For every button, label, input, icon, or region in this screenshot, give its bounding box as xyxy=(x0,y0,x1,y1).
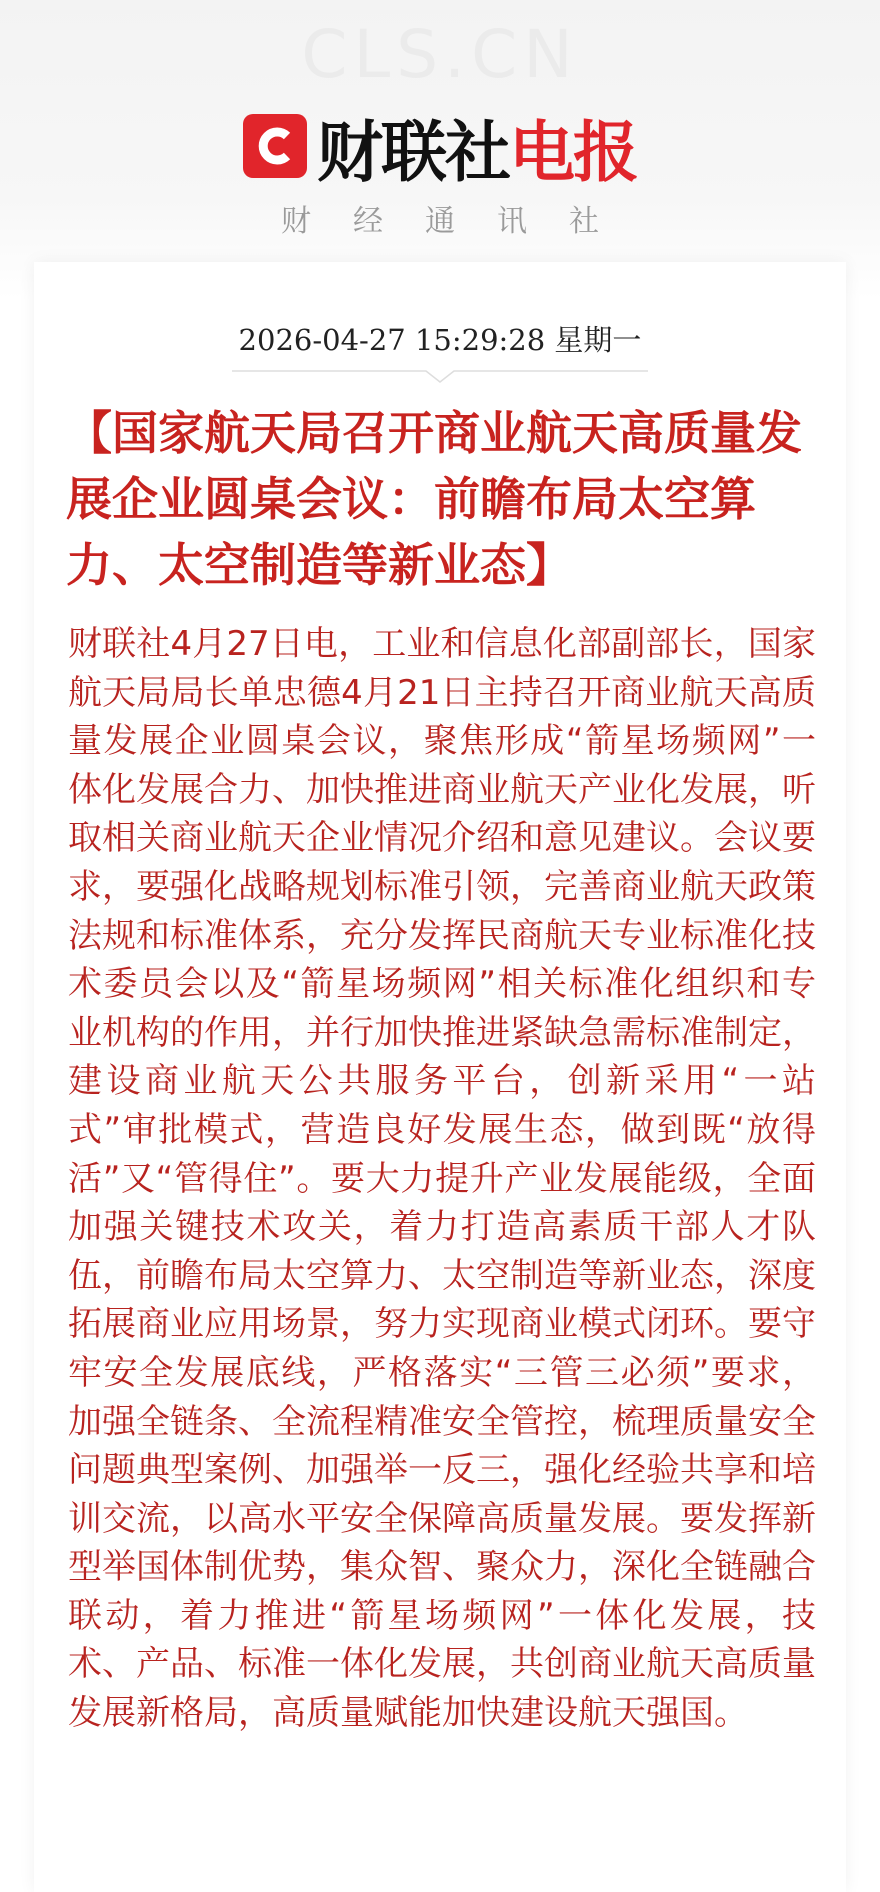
watermark: CLS.CN xyxy=(301,16,579,93)
brand-name: 财联社 xyxy=(317,113,509,191)
article-body: 财联社4月27日电，工业和信息化部副部长，国家航天局局长单忠德4月21日主持召开商业航天高质量发展企业圆桌会议，聚焦形成“箭星场频网”一体化发展合力、加快推进商业航天产业化发展，听取相关商业航天企业情况介绍和意见建议。会议要求，要强化战略规划标准引领，完善商业航天政策法规和标准体系，充分发挥民商航天专业标准化技术委员会以及“箭星场频网”相关标准化组织和专业机构的作用，并行加快推进紧缺急需标准制定，建设商业航天公共服务平台，创新采用“一站式”审批模式，营造良好发展生态，做到既“放得活”又“管得住”。要大力提升产业发展能级，全面加强关键技术攻关，着力打造高素质干部人才队伍，前瞻布局太空算力、太空制造等新业态，深度拓展商业应用场景，努力实现商业模式闭环。要守牢安全发展底线，严格落实“三管三必须”要求，加强全链条、全流程精准安全管控，梳理质量安全问题典型案例、加强举一反三，强化经验共享和培训交流，以高水平安全保障高质量发展。要发挥新型举国体制优势，集众智、聚众力，深化全链融合联动，着力推进“箭星场频网”一体化发展，技术、产品、标准一体化发展，共创商业航天高质量发展新格局，高质量赋能加快建设航天强国。 xyxy=(68,624,816,1734)
article-headline: 【国家航天局召开商业航天高质量发展企业圆桌会议：前瞻布局太空算力、太空制造等新业态】 xyxy=(66,406,802,592)
brand-suffix: 电报 xyxy=(509,113,637,191)
tagline: 财经通讯社 xyxy=(281,204,641,239)
brand-logo xyxy=(0,104,880,191)
cls-logo-icon xyxy=(243,114,307,178)
article-datetime: 2026-04-27 15:29:28 星期一 xyxy=(238,323,642,357)
divider-notch xyxy=(232,370,648,384)
